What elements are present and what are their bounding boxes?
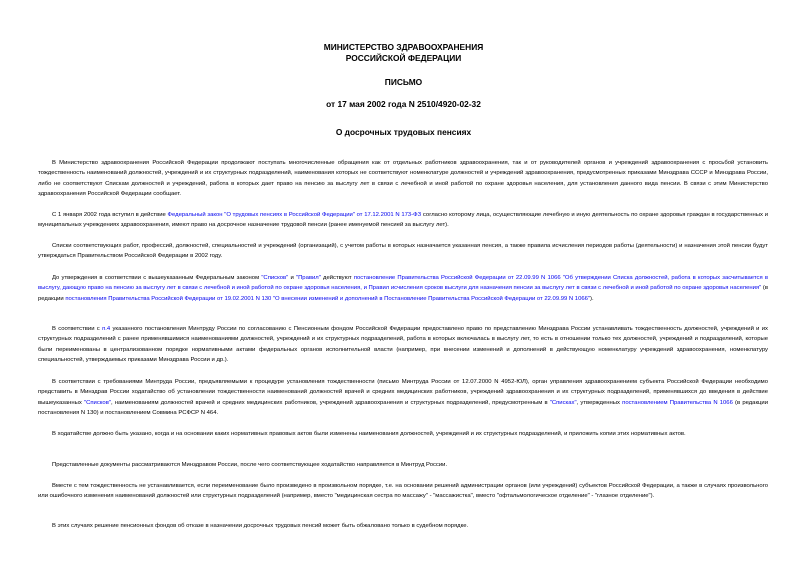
paragraph-5 <box>38 324 768 366</box>
pravila-link[interactable]: "Правил" <box>295 275 321 281</box>
paragraph-1: В Министерство здравоохранения Российской Федерации продолжают поступать многочисленные обращения как от отдельных работников здравоохранения, так и от руководителей органов и учреждений здравоохранения с просьбой установить тождественность наименований должностей, учреждений и их структурных подразделений, наименования которых не соответствуют номенклатуре должностей и учреждений здравоохранения, предусмотренных приказами Минздрава СССР и Минздрава России, либо не соответствуют Спискам должностей и учреждений, работа в которых дает право на пенсию за выслугу лет в связи с лечебной и иной работой по охране здоровья населения, для установления данного вида пенсии. В связи с этим Министерство здравоохранения Российской Федерации сообщает. <box>38 160 768 198</box>
paragraph-10: В этих случаях решение пенсионных фондов об отказе в назначении досрочных трудовых пенсий может быть обжаловано только в судебном порядке. <box>52 523 469 529</box>
paragraph-4-text-d: (в редакции <box>38 285 769 302</box>
paragraph-4-text-b: и <box>288 275 296 281</box>
paragraph-7: В ходатайстве должно быть указано, когда и на основании каких нормативных правовых актов были изменены наименования должностей, учреждений и их структурных подразделений, и приложить копии этих нормативных актов. <box>52 431 686 437</box>
paragraph-4-text-a: До утверждения в соответствии с вышеуказанным Федеральным законом <box>52 275 262 281</box>
paragraph-3: Списки соответствующих работ, профессий, должностей, специальностей и учреждений (организаций), с учетом работы в которых назначается указанная пенсия, а также правила исчисления периодов работы (деятельности) и назначения этой пенсии будут утверждаться Правительством Российской Федерации в 2002 году. <box>38 243 768 260</box>
ministry-title-line2: РОССИЙСКОЙ ФЕДЕРАЦИИ <box>345 53 462 63</box>
document-type: ПИСЬМО <box>384 77 423 87</box>
resolution-130-link[interactable]: постановления Правительства Российской Федерации от 19.02.2001 N 130 "О внесении изменений и дополнений в Постановление Правительства Российской Федерации от 22.09.99 N 1066" <box>65 295 591 302</box>
federal-law-173-link[interactable]: Федеральный закон "О трудовых пенсиях в Российской Федерации" от 17.12.2001 N 173-ФЗ <box>167 212 422 218</box>
spiski-link[interactable]: "Списков" <box>261 275 289 281</box>
paragraph-2-text-b: согласно которому лица, осуществляющие лечебную и иную деятельность по охране здоровья граждан в государственных и муниципальных учреждениях здравоохранения, имеют право на досрочное назначение трудовой пенсии (ранее именуемой пенсией за выслугу лет). <box>38 212 768 229</box>
spiskah-link[interactable]: "Списках" <box>549 399 577 406</box>
resolution-1066-link-2[interactable]: постановлением Правительства N 1066 <box>622 399 733 406</box>
resolution-1066-link[interactable]: постановление Правительства Российской Федерации от 22.09.99 N 1066 "Об утверждении Списка должностей, работа в которых засчитывается в выслугу, дающую право на пенсию за выслугу лет в связи с лечебной и иной работой по охране здоровья населения, и Правил исчисления сроков выслуги для назначения пенсии за выслугу лет в связи с лечебной и иной работой по охране здоровья населения" <box>38 275 768 292</box>
paragraph-6 <box>38 377 768 419</box>
document-date-number: от 17 мая 2002 года N 2510/4920-02-32 <box>326 99 481 109</box>
paragraph-5-text-a: В соответствии с <box>52 326 103 332</box>
paragraph-6-text-c: , утвержденных <box>576 399 623 406</box>
paragraph-9: Вместе с тем тождественность не устанавливается, если переименование было произведено в произвольном порядке, т.е. на основании решений администрации органов (или учреждений) субъектов Российской Федерации, а также в случаях произвольного или ошибочного изменения наименований должностей или структурных подразделений (например, вместо "медицинская сестра по массажу" - "массажистка", вместо "офтальмологическое отделение" - "глазное отделение"). <box>38 483 768 500</box>
document-subject: О досрочных трудовых пенсиях <box>335 127 472 137</box>
paragraph-4-text-c: действуют <box>320 275 354 281</box>
paragraph-6-text-d: (в редакции постановления N 130) и постановлением Совмина РСФСР N 464. <box>38 399 768 417</box>
paragraph-6-text-b: , наименованиям должностей врачей и средних медицинских работников, учреждений здравоохранения и структурных подразделений, предусмотренным в <box>110 399 550 406</box>
paragraph-2 <box>38 210 768 231</box>
paragraph-4-text-e: ). <box>590 295 594 302</box>
paragraph-2-text-a: С 1 января 2002 года вступил в действие <box>52 212 168 218</box>
paragraph-5-text-b: указанного постановления Минтруду России по согласованию с Пенсионным фондом Российской Федерации предоставлено право по представлению Минздрава России устанавливать тождественность должностей, учреждений и их структурных подразделений с ранее применявшимися наименованиями должностей, учреждений и их структурных подразделений, работа в которых включалась в выслугу лет, то есть в отношении только тех должностей, учреждений и подразделений, которые были переименованы в централизованном порядке нормативными актами федеральных органов исполнительной власти (например, при внесении изменений и дополнений в действующую номенклатуру учреждений здравоохранения, номенклатуру специальностей, утверждаемых приказами Минздрава России и др.). <box>38 326 768 364</box>
paragraph-8: Представленные документы рассматриваются Минздравом России, после чего соответствующее ходатайство направляется в Минтруд России. <box>52 462 448 468</box>
ministry-title-line1: МИНИСТЕРСТВО ЗДРАВООХРАНЕНИЯ <box>323 42 484 52</box>
spiski-link-2[interactable]: "Списков" <box>84 399 111 406</box>
paragraph-4 <box>38 273 768 304</box>
clause-4-link[interactable]: п.4 <box>102 326 111 332</box>
paragraph-6-text-a: В соответствии с требованиями Минтруда России, предъявляемыми к процедуре установления тождественности (письмо Минтруда России от 12.07.2000 N 4952-ЮЛ), орган управления здравоохранением субъекта Российской Федерации необходимо представить в Минздрав России ходатайство об установлении тождественности наименований должностей врачей и средних медицинских работников, учреждений здравоохранения и их структурных подразделений, применявшихся до введения в действие вышеуказанных <box>38 379 768 406</box>
